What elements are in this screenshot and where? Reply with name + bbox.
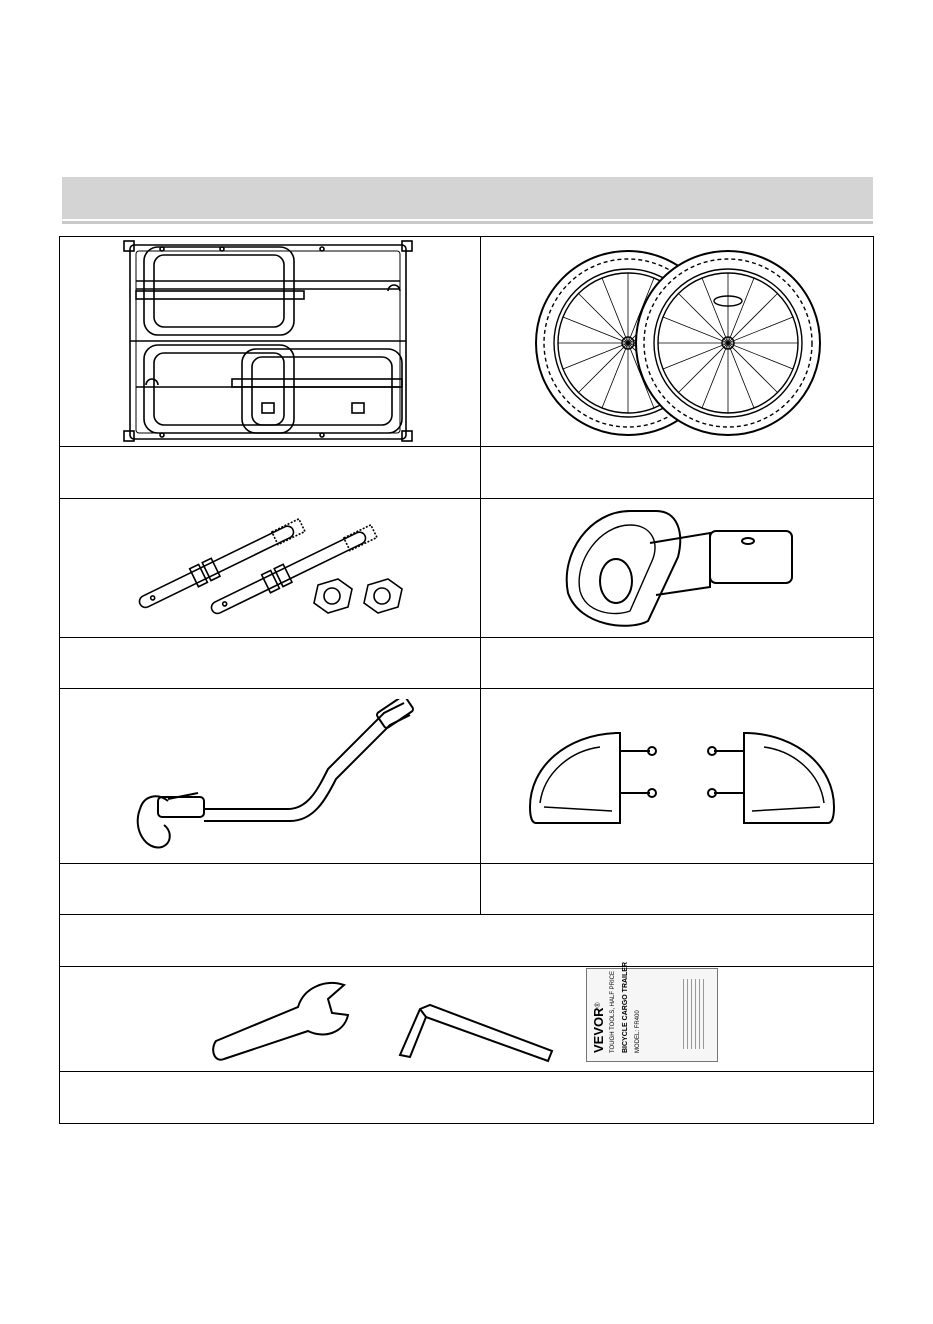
manual-trademark: ®	[595, 1002, 602, 1008]
table-column-divider	[480, 237, 481, 914]
hex-key-icon	[396, 999, 556, 1065]
table-row-divider	[60, 863, 873, 864]
manual-brand: VEVOR	[591, 1007, 606, 1053]
table-row-divider	[60, 688, 873, 689]
side-guards-icon	[526, 727, 838, 833]
spoked-wheels-icon	[530, 245, 826, 441]
manual-slogan: TOUGH TOOLS, HALF PRICE	[610, 970, 616, 1053]
section-header-bar	[62, 177, 873, 219]
table-row-divider	[60, 966, 873, 967]
hitch-connector-icon	[560, 503, 800, 631]
manual-fine-print	[683, 979, 707, 1049]
manual-booklet-icon	[586, 962, 718, 1062]
manual-model: MODEL: FR400	[635, 1010, 641, 1053]
wrench-icon	[208, 977, 356, 1063]
table-row-divider	[60, 914, 873, 915]
table-row-divider	[60, 1071, 873, 1072]
table-row-divider	[60, 446, 873, 447]
table-row-divider	[60, 498, 873, 499]
manual-title: BICYCLE CARGO TRAILER	[622, 962, 629, 1053]
cargo-frame-icon	[122, 237, 414, 445]
table-row-divider	[60, 637, 873, 638]
axle-nuts-icon	[132, 507, 422, 631]
section-header-rule	[62, 221, 873, 224]
parts-table	[59, 236, 874, 1124]
tow-arm-icon	[128, 699, 418, 857]
